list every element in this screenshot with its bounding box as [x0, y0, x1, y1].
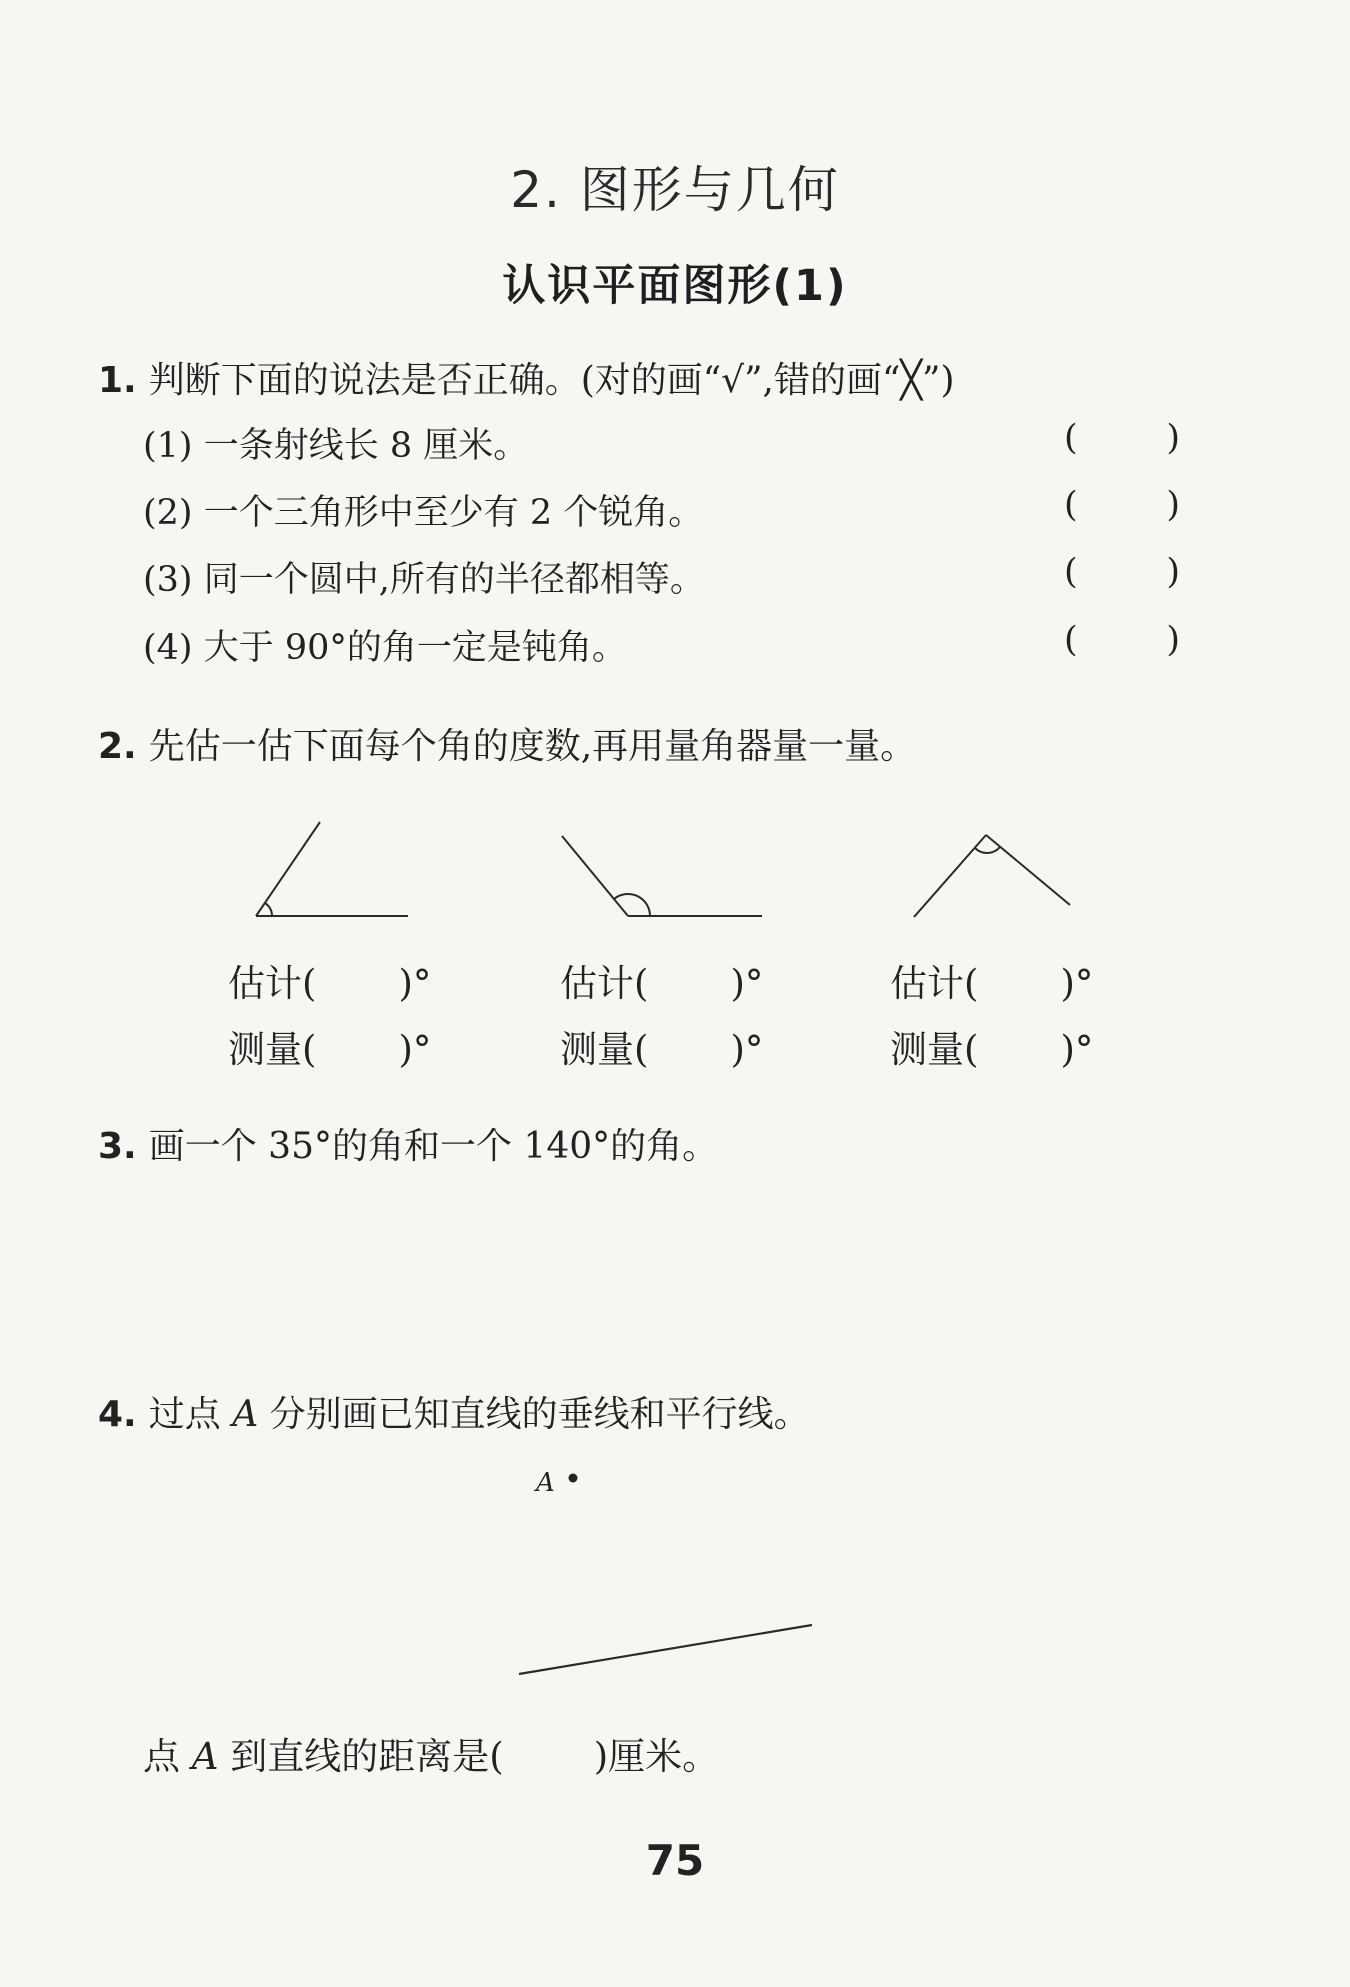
angle-2-measure[interactable]: 测量( )°	[560, 1028, 764, 1071]
angle-3-estimate[interactable]: 估计( )°	[890, 962, 1094, 1005]
page-number: 75	[645, 1836, 705, 1885]
worksheet-page: 2. 图形与几何 认识平面图形(1) 1. 判断下面的说法是否正确。(对的画“√”,错的画“╳”) (1) 一条射线长 8 厘米。 ( ) (2) 一个三角形中至少有 2 个锐角。 ( ) (3) 同一个圆中,所有的半径都相等。 ( ) (4) 大于 90°的角一定是钝角。 ( ) 2. 先估一估下面每个角的度数,再用量角器量一量。 估计( )° 测量( )° 估计( )° 测量( )° 估计( )° 测量( )° 3. 画一个 35°的角和一个 140°的角。 4. 过点 A 分别画已知直线的垂线和平行线。 A 点 A 到直线的距离是( )厘米。 75	[0, 0, 1350, 1987]
angle-figure-3	[914, 835, 1070, 917]
question-4: 4. 过点 A 分别画已知直线的垂线和平行线。	[98, 1394, 810, 1435]
question-number: 1.	[98, 360, 137, 401]
tf-item-label: (2)	[143, 493, 193, 533]
tf-item-label: (4)	[143, 628, 193, 668]
point-a-ref: A	[232, 1394, 259, 1435]
angle-figure-2	[562, 836, 762, 916]
tf-item-text: 一条射线长 8 厘米。	[203, 426, 529, 466]
point-a-label: A	[536, 1468, 555, 1498]
question-number: 3.	[98, 1126, 137, 1167]
section-title: 认识平面图形(1)	[502, 261, 848, 311]
tf-item-text: 同一个圆中,所有的半径都相等。	[203, 560, 705, 600]
angle-figure-1	[256, 822, 408, 916]
angle-2-estimate[interactable]: 估计( )°	[560, 962, 764, 1005]
given-line	[519, 1625, 812, 1674]
point-a-dot	[569, 1474, 578, 1483]
tf-item-label: (3)	[143, 560, 193, 600]
tf-item-text: 一个三角形中至少有 2 个锐角。	[203, 493, 704, 533]
tf-item-text: 大于 90°的角一定是钝角。	[203, 628, 627, 668]
distance-answer[interactable]: 点 A 到直线的距离是( )厘米。	[143, 1735, 720, 1778]
question-text: 判断下面的说法是否正确。(对的画“√”,错的画“╳”)	[148, 360, 955, 401]
question-number: 2.	[98, 726, 137, 767]
question-number: 4.	[98, 1394, 137, 1435]
angle-1-estimate[interactable]: 估计( )°	[228, 962, 432, 1005]
chapter-title: 2. 图形与几何	[510, 161, 840, 219]
tf-item-label: (1)	[143, 426, 193, 466]
question-text: 先估一估下面每个角的度数,再用量角器量一量。	[148, 726, 917, 767]
angle-3-measure[interactable]: 测量( )°	[890, 1028, 1094, 1071]
angle-1-measure[interactable]: 测量( )°	[228, 1028, 432, 1071]
question-3	[98, 1118, 718, 1169]
question-text: 画一个 35°的角和一个 140°的角。	[148, 1126, 719, 1167]
